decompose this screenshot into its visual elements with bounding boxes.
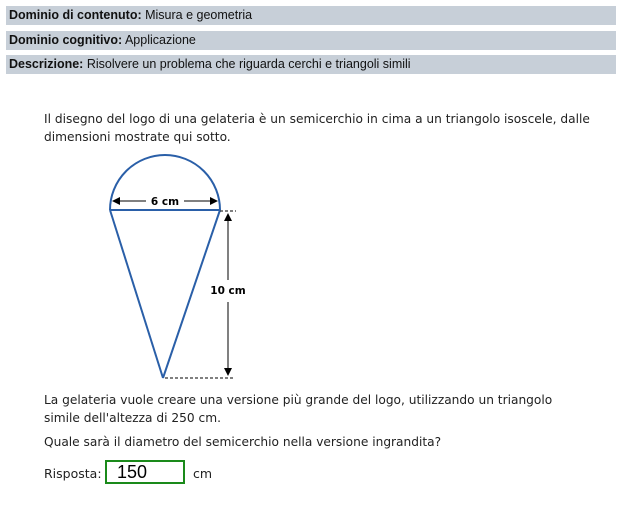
answer-input[interactable]: 150 <box>105 460 185 484</box>
content-domain-value: Misura e geometria <box>141 8 253 22</box>
triangle-left-side <box>110 210 163 378</box>
height-label: 10 cm <box>210 285 246 297</box>
content-domain-label: Dominio di contenuto: <box>9 8 142 22</box>
intro-line-2: dimensioni mostrate qui sotto. <box>44 130 231 144</box>
answer-label: Risposta: <box>44 466 102 481</box>
followup-line-2: simile dell'altezza di 250 cm. <box>44 411 221 425</box>
description-label: Descrizione: <box>9 57 84 71</box>
answer-unit: cm <box>193 466 213 481</box>
intro-line-1: Il disegno del logo di una gelateria è un semicerchio in cima a un triangolo isoscele, dalle <box>44 112 590 126</box>
cognitive-domain-label: Dominio cognitivo: <box>9 33 123 47</box>
followup-line-1: La gelateria vuole creare una versione più grande del logo, utilizzando un triangolo <box>44 393 553 407</box>
description-value: Risolvere un problema che riguarda cerchi e triangoli simili <box>83 57 411 71</box>
question-prompt: Quale sarà il diametro del semicerchio nella versione ingrandita? <box>44 435 442 449</box>
cognitive-domain-value: Applicazione <box>122 33 196 47</box>
width-label: 6 cm <box>150 196 180 208</box>
